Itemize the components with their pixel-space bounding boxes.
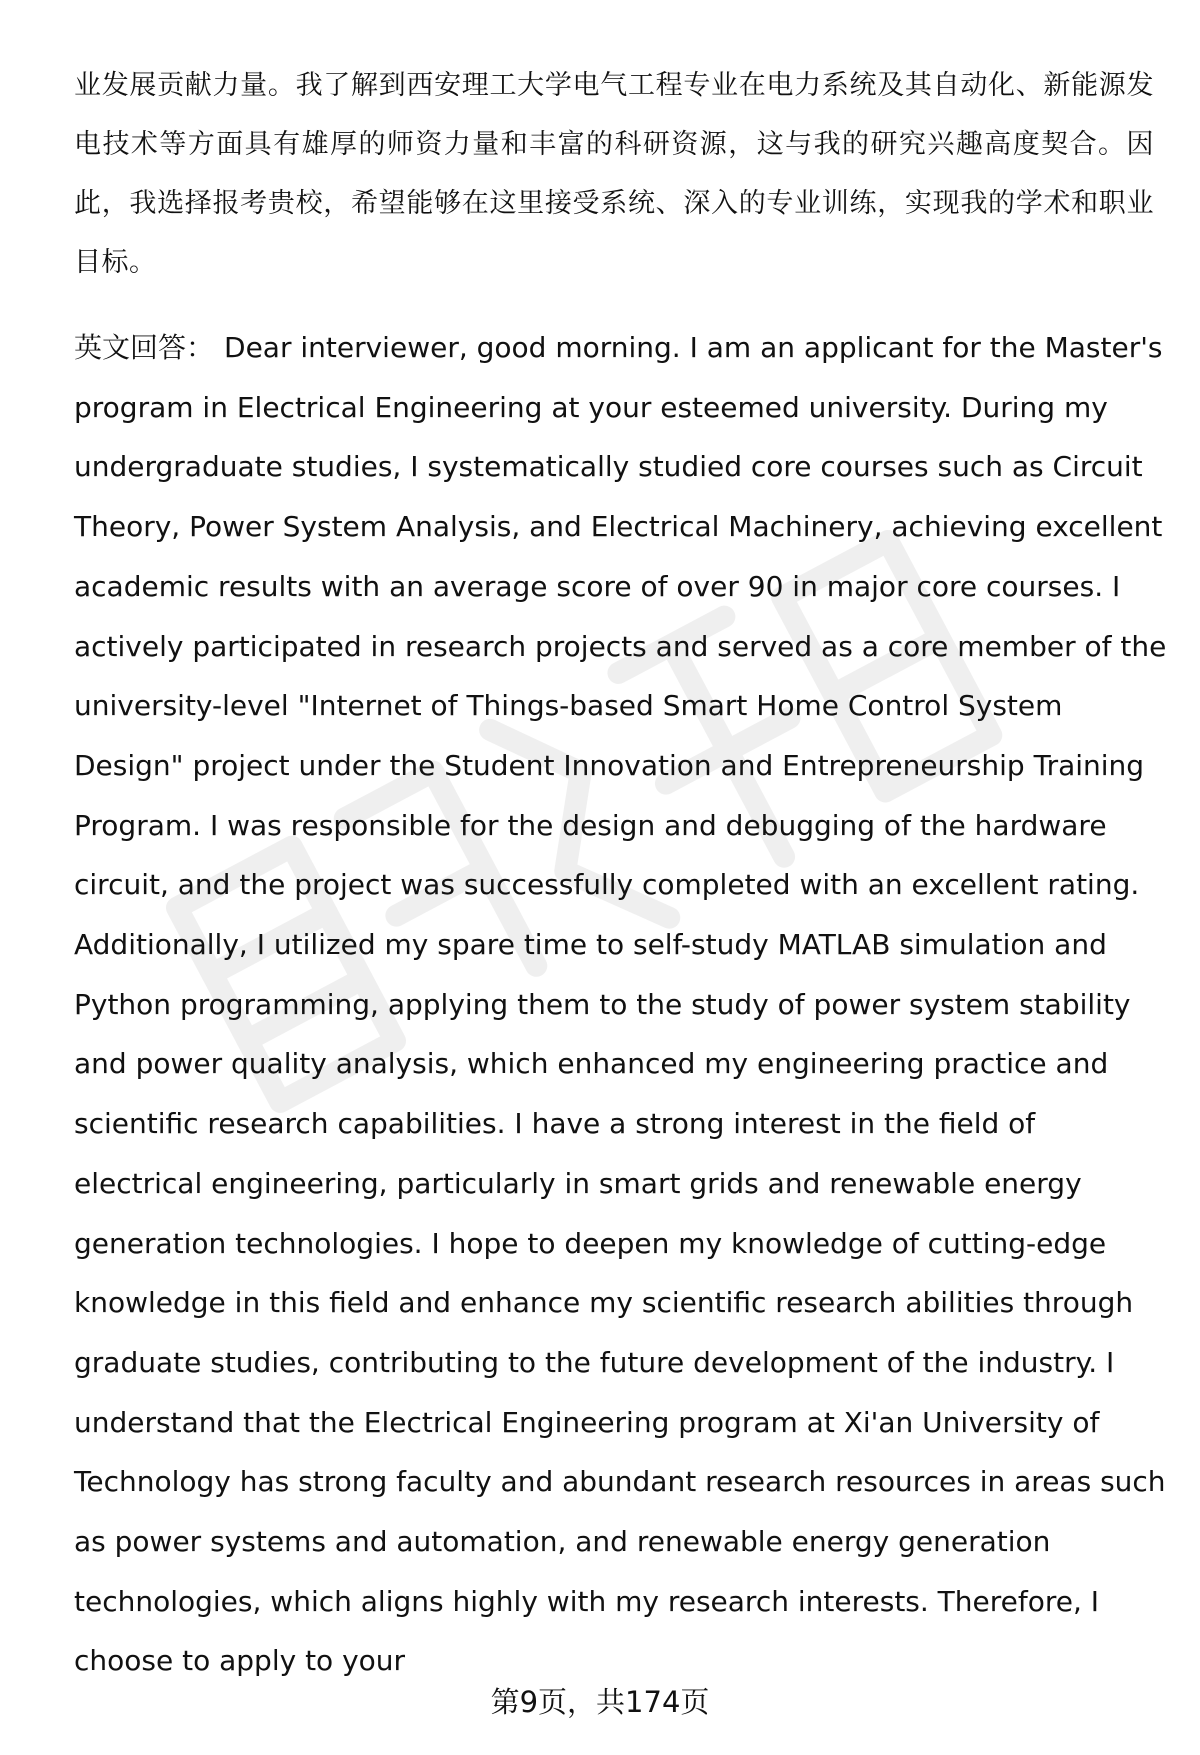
english-answer-text: Dear interviewer, good morning. I am an applicant for the Master's program in Electrical Engineering at your esteemed university. During my undergraduate studies, I systematically studied core courses such as Circuit Theory, Power System Analysis, and Electrical Machinery, achieving excellent academic results with an average score of over 90 in major core courses. I actively participated in research projects and served as a core member of the university-level "Internet of Things-based Smart Home Control System Design" project under the Student Innovation and Entrepreneurship Training Program. I was responsible for the design and debugging of the hardware circuit, and the project was successfully completed with an excellent rating. Additionally, I utilized my spare time to self-study MATLAB simulation and Python programming, applying them to the study of power system stability and power quality analysis, which enhanced my engineering practice and scientific research capabilities. I have a strong interest in the field of electrical engineering, particularly in smart grids and renewable energy generation technologies. I hope to deepen my knowledge of cutting-edge knowledge in this field and enhance my scientific research abilities through graduate studies, contributing to the future development of the industry. I understand that the Electrical Engineering program at Xi'an University of Technology has strong faculty and abundant research resources in areas such as power systems and automation, and renewable energy generation technologies, which aligns highly with my research interests. Therefore, I choose to apply to your xyxy=(74,331,1167,1678)
page-number-footer: 第9页，共174页 xyxy=(490,1685,710,1719)
chinese-paragraph: 业发展贡献力量。我了解到西安理工大学电气工程专业在电力系统及其自动化、新能源发电技术等方面具有雄厚的师资力量和丰富的科研资源，这与我的研究兴趣高度契合。因此，我选择报考贵校，希望能够在这里接受系统、深入的专业训练，实现我的学术和职业目标。 xyxy=(74,70,1154,278)
english-answer-label: 英文回答： xyxy=(74,331,215,364)
english-answer-paragraph xyxy=(74,318,1169,1691)
